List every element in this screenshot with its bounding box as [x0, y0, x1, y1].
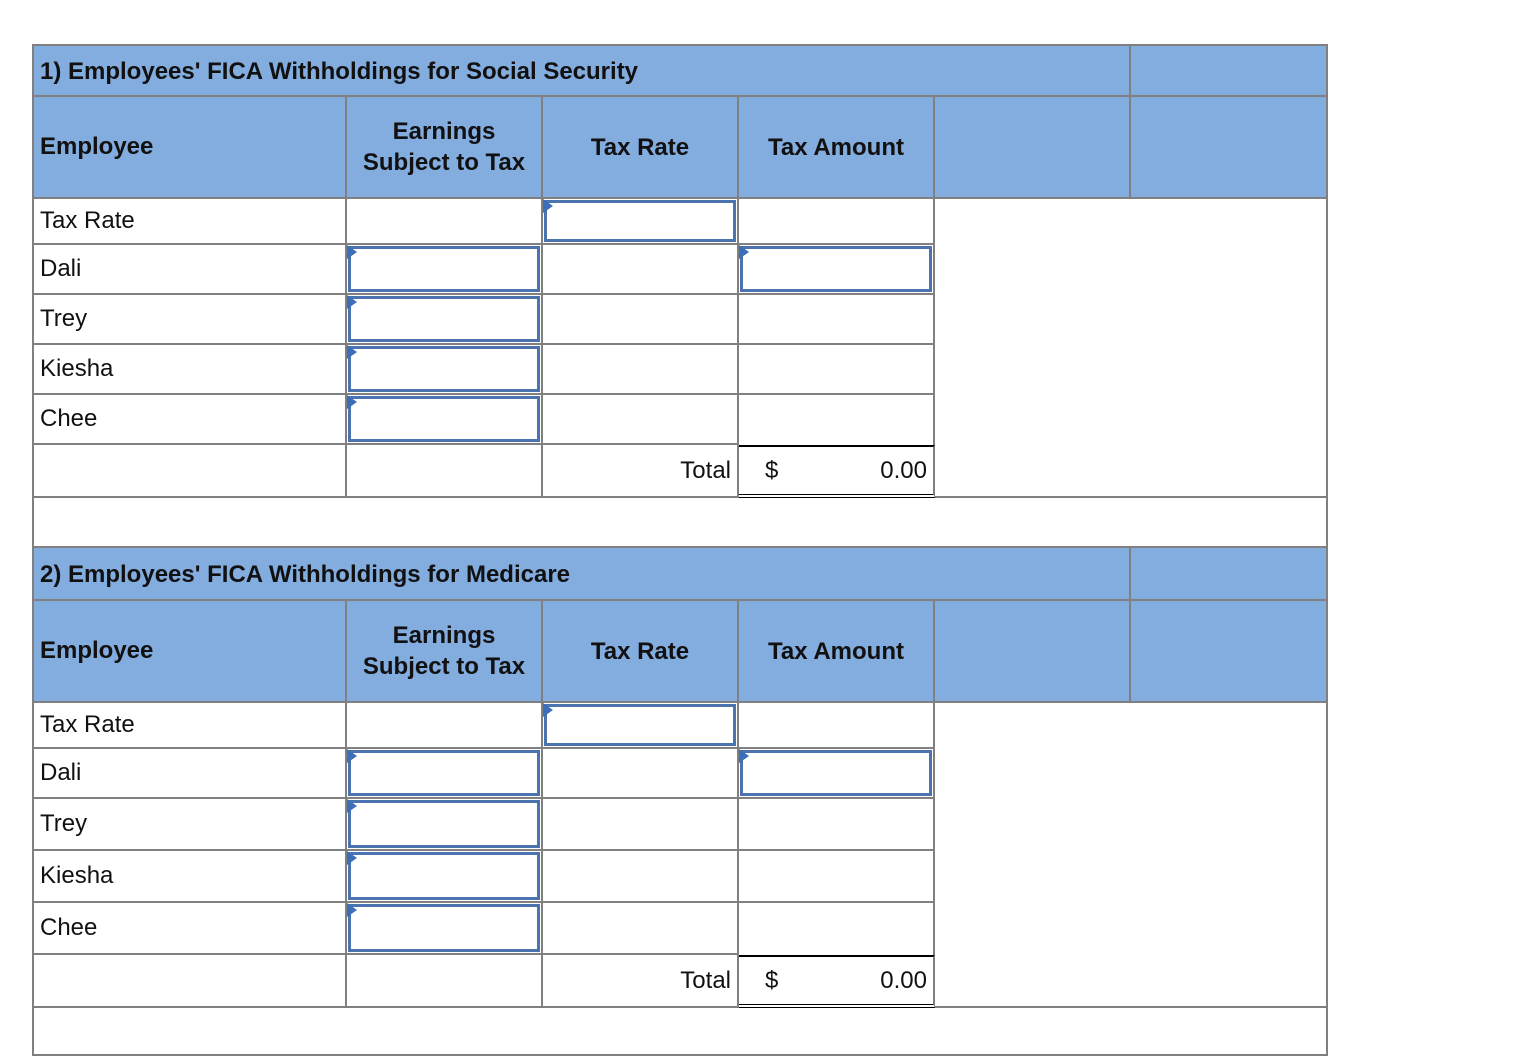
input-marker-icon: [347, 395, 357, 409]
row-label: Kiesha: [34, 851, 347, 903]
empty-cell: [739, 851, 935, 903]
empty-cell: [1131, 199, 1326, 245]
header-earnings: [347, 97, 543, 199]
earnings-input[interactable]: [347, 245, 543, 295]
empty-cell: [1131, 395, 1326, 445]
empty-cell: [1131, 749, 1326, 799]
empty-cell: [935, 295, 1131, 345]
empty-cell: [1131, 703, 1326, 749]
empty-cell: [739, 903, 935, 955]
total-value: 0.00: [880, 456, 927, 484]
input-marker-icon: [543, 703, 553, 717]
header-employee: Employee: [34, 97, 347, 199]
row-label: Tax Rate: [34, 703, 347, 749]
header-blank-cell: [1131, 548, 1326, 601]
empty-cell: [1131, 903, 1326, 955]
empty-cell: [935, 245, 1131, 295]
table-row: [32, 395, 1328, 445]
section-title: 2) Employees' FICA Withholdings for Medicare: [34, 548, 1131, 601]
header-earnings: [347, 601, 543, 703]
tax-rate-input[interactable]: [543, 199, 739, 245]
earnings-input[interactable]: [347, 295, 543, 345]
section-title: 1) Employees' FICA Withholdings for Social Security: [34, 46, 1131, 97]
empty-cell: [739, 703, 935, 749]
earnings-input[interactable]: [347, 799, 543, 851]
empty-cell: [1131, 445, 1326, 498]
empty-cell: [1131, 345, 1326, 395]
total-row: [32, 955, 1328, 1008]
social-security-section: [32, 44, 1328, 548]
input-marker-icon: [739, 245, 749, 259]
empty-cell: [1131, 799, 1326, 851]
header-tax-rate: Tax Rate: [543, 97, 739, 199]
empty-cell: [347, 445, 543, 498]
currency-symbol: $: [765, 966, 779, 994]
total-label: Total: [543, 955, 739, 1008]
empty-cell: [347, 199, 543, 245]
header-tax-amount: Tax Amount: [739, 97, 935, 199]
empty-cell: [935, 903, 1131, 955]
empty-cell: [543, 345, 739, 395]
empty-cell: [935, 703, 1131, 749]
table-row: [32, 799, 1328, 851]
empty-cell: [739, 395, 935, 445]
input-marker-icon: [347, 799, 357, 813]
fica-worksheet: [32, 44, 1328, 1056]
table-row: [32, 295, 1328, 345]
row-label: Tax Rate: [34, 199, 347, 245]
table-row: [32, 749, 1328, 799]
tax-rate-input[interactable]: [543, 703, 739, 749]
empty-cell: [34, 955, 347, 1008]
total-label: Total: [543, 445, 739, 498]
total-amount: [739, 445, 935, 498]
empty-cell: [739, 295, 935, 345]
input-marker-icon: [739, 749, 749, 763]
empty-cell: [935, 749, 1131, 799]
empty-cell: [543, 799, 739, 851]
empty-cell: [739, 799, 935, 851]
earnings-input[interactable]: [347, 851, 543, 903]
spacer-row: [32, 498, 1328, 548]
empty-cell: [935, 395, 1131, 445]
row-label: Chee: [34, 903, 347, 955]
empty-cell: [543, 903, 739, 955]
input-marker-icon: [347, 345, 357, 359]
currency-symbol: $: [765, 456, 779, 484]
row-label: Trey: [34, 295, 347, 345]
empty-cell: [543, 245, 739, 295]
table-row: [32, 851, 1328, 903]
header-blank-cell: [935, 97, 1131, 199]
empty-cell: [935, 445, 1131, 498]
header-tax-rate: Tax Rate: [543, 601, 739, 703]
header-blank-cell: [1131, 97, 1326, 199]
input-marker-icon: [347, 245, 357, 259]
empty-cell: [543, 851, 739, 903]
header-blank-cell: [1131, 601, 1326, 703]
total-amount: [739, 955, 935, 1008]
total-value: 0.00: [880, 966, 927, 994]
earnings-input[interactable]: [347, 749, 543, 799]
input-marker-icon: [543, 199, 553, 213]
empty-cell: [739, 345, 935, 395]
empty-cell: [739, 199, 935, 245]
empty-cell: [935, 955, 1131, 1008]
empty-cell: [34, 1008, 1326, 1056]
row-label: Kiesha: [34, 345, 347, 395]
row-label: Trey: [34, 799, 347, 851]
row-label: Dali: [34, 749, 347, 799]
empty-cell: [34, 445, 347, 498]
header-blank-cell: [1131, 46, 1326, 97]
empty-cell: [543, 295, 739, 345]
empty-cell: [935, 345, 1131, 395]
header-earnings-text: Earnings Subject to Tax: [362, 118, 526, 176]
empty-cell: [347, 703, 543, 749]
row-label: Dali: [34, 245, 347, 295]
table-row: [32, 345, 1328, 395]
header-employee: Employee: [34, 601, 347, 703]
earnings-input[interactable]: [347, 395, 543, 445]
header-earnings-text: Earnings Subject to Tax: [362, 622, 526, 680]
empty-cell: [935, 199, 1131, 245]
total-row: [32, 445, 1328, 498]
table-row: [32, 199, 1328, 245]
header-blank-cell: [935, 601, 1131, 703]
column-header-row: [32, 601, 1328, 703]
input-marker-icon: [347, 295, 357, 309]
empty-cell: [347, 955, 543, 1008]
empty-cell: [1131, 245, 1326, 295]
table-row: [32, 245, 1328, 295]
earnings-input[interactable]: [347, 903, 543, 955]
row-label: Chee: [34, 395, 347, 445]
empty-cell: [34, 498, 1326, 548]
empty-cell: [1131, 295, 1326, 345]
empty-cell: [1131, 955, 1326, 1008]
spacer-row: [32, 1008, 1328, 1056]
tax-amount-input[interactable]: [739, 749, 935, 799]
header-tax-amount: Tax Amount: [739, 601, 935, 703]
empty-cell: [1131, 851, 1326, 903]
table-row: [32, 903, 1328, 955]
column-header-row: [32, 97, 1328, 199]
table-row: [32, 703, 1328, 749]
section-title-row: [32, 548, 1328, 601]
empty-cell: [543, 395, 739, 445]
earnings-input[interactable]: [347, 345, 543, 395]
tax-amount-input[interactable]: [739, 245, 935, 295]
section-title-row: [32, 44, 1328, 97]
empty-cell: [543, 749, 739, 799]
input-marker-icon: [347, 903, 357, 917]
medicare-section: [32, 548, 1328, 1056]
input-marker-icon: [347, 749, 357, 763]
empty-cell: [935, 851, 1131, 903]
input-marker-icon: [347, 851, 357, 865]
empty-cell: [935, 799, 1131, 851]
